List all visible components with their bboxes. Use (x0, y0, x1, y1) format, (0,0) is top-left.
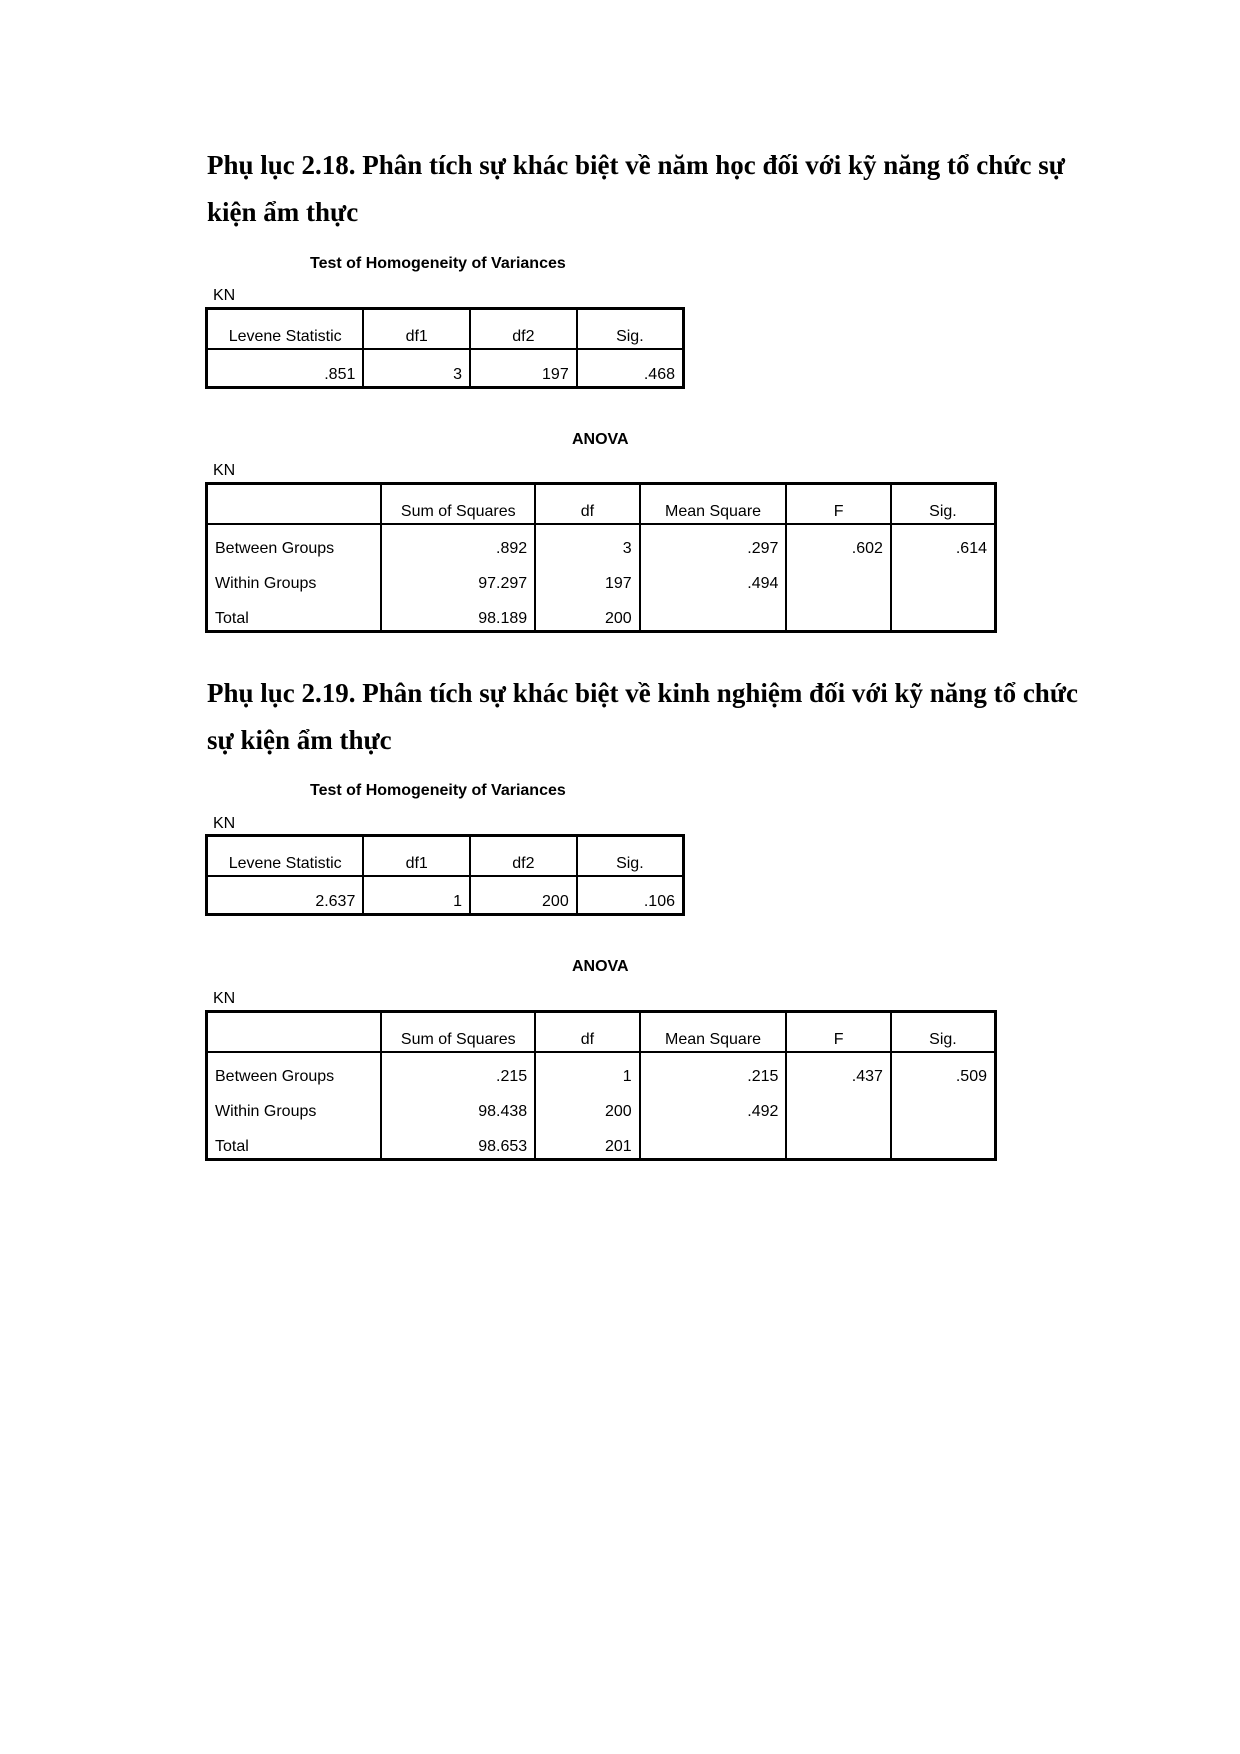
column-header: df2 (470, 836, 577, 877)
table-cell (891, 595, 996, 632)
table-cell: .215 (381, 1052, 535, 1088)
table-row (207, 876, 684, 915)
table-cell: 1 (535, 1052, 640, 1088)
levene-table-caption: Test of Homogeneity of Variances (310, 255, 566, 272)
column-header: Sum of Squares (381, 1012, 535, 1053)
row-label: Between Groups (215, 1068, 335, 1085)
table-cell: 200 (470, 876, 577, 915)
column-header: Sum of Squares (381, 484, 535, 525)
table-cell: .437 (786, 1052, 891, 1088)
table-cell (640, 1123, 787, 1160)
table-cell: 200 (535, 595, 640, 632)
table-row (207, 524, 996, 560)
row-label: Within Groups (215, 575, 317, 592)
table-row (207, 595, 996, 632)
section-heading: Phụ lục 2.18. Phân tích sự khác biệt về năm học đối với kỹ năng tổ chức sự kiện ẩm thực (207, 150, 1065, 227)
column-header: Sig. (577, 309, 684, 350)
table-cell: 98.189 (381, 595, 535, 632)
table-cell (891, 560, 996, 595)
column-header: df1 (363, 309, 470, 350)
row-label: Between Groups (215, 540, 335, 557)
anova-table (205, 482, 997, 633)
table-cell: 3 (363, 349, 470, 388)
table-cell: 197 (470, 349, 577, 388)
column-header: df2 (470, 309, 577, 350)
column-header: F (786, 1012, 891, 1053)
table-cell: .851 (207, 349, 364, 388)
table-cell: .468 (577, 349, 684, 388)
table-cell: 98.438 (381, 1088, 535, 1123)
anova-table (205, 1010, 997, 1161)
variable-label: KN (213, 990, 236, 1007)
table-header-row (207, 309, 684, 350)
column-header: df (535, 1012, 640, 1053)
column-header: Sig. (577, 836, 684, 877)
table-cell: .106 (577, 876, 684, 915)
table-cell (786, 1088, 891, 1123)
column-header (207, 1012, 382, 1053)
table-cell: 197 (535, 560, 640, 595)
column-header: Mean Square (640, 484, 787, 525)
column-header: F (786, 484, 891, 525)
table-row (207, 1088, 996, 1123)
table-cell (640, 595, 787, 632)
table-cell (786, 560, 891, 595)
table-cell: .602 (786, 524, 891, 560)
table-cell: 97.297 (381, 560, 535, 595)
variable-label: KN (213, 815, 236, 832)
column-header: Levene Statistic (207, 309, 364, 350)
anova-table-caption: ANOVA (572, 431, 629, 448)
table-cell: .614 (891, 524, 996, 560)
column-header: df (535, 484, 640, 525)
table-cell: 98.653 (381, 1123, 535, 1160)
table-row (207, 560, 996, 595)
column-header: Sig. (891, 1012, 996, 1053)
column-header: df1 (363, 836, 470, 877)
levene-table (205, 307, 685, 389)
row-label: Within Groups (215, 1103, 317, 1120)
variable-label: KN (213, 462, 236, 479)
table-cell: .509 (891, 1052, 996, 1088)
table-cell: 2.637 (207, 876, 364, 915)
levene-table (205, 834, 685, 916)
table-cell: 200 (535, 1088, 640, 1123)
table-cell: 1 (363, 876, 470, 915)
row-label: Total (215, 610, 249, 627)
table-cell: .492 (640, 1088, 787, 1123)
table-row (207, 349, 684, 388)
table-header-row (207, 1012, 996, 1053)
section-heading: Phụ lục 2.19. Phân tích sự khác biệt về kinh nghiệm đối với kỹ năng tổ chức sự kiện ẩm thực (207, 678, 1079, 755)
table-cell (786, 1123, 891, 1160)
table-row (207, 1052, 996, 1088)
row-label: Total (215, 1138, 249, 1155)
table-cell (786, 595, 891, 632)
table-row (207, 1123, 996, 1160)
table-cell (891, 1088, 996, 1123)
table-header-row (207, 484, 996, 525)
table-cell: 201 (535, 1123, 640, 1160)
table-cell: .215 (640, 1052, 787, 1088)
levene-table-caption: Test of Homogeneity of Variances (310, 782, 566, 799)
table-cell: .892 (381, 524, 535, 560)
column-header: Sig. (891, 484, 996, 525)
table-cell: .494 (640, 560, 787, 595)
variable-label: KN (213, 287, 236, 304)
column-header (207, 484, 382, 525)
column-header: Levene Statistic (207, 836, 364, 877)
table-cell: 3 (535, 524, 640, 560)
table-header-row (207, 836, 684, 877)
anova-table-caption: ANOVA (572, 958, 629, 975)
table-cell: .297 (640, 524, 787, 560)
column-header: Mean Square (640, 1012, 787, 1053)
table-cell (891, 1123, 996, 1160)
